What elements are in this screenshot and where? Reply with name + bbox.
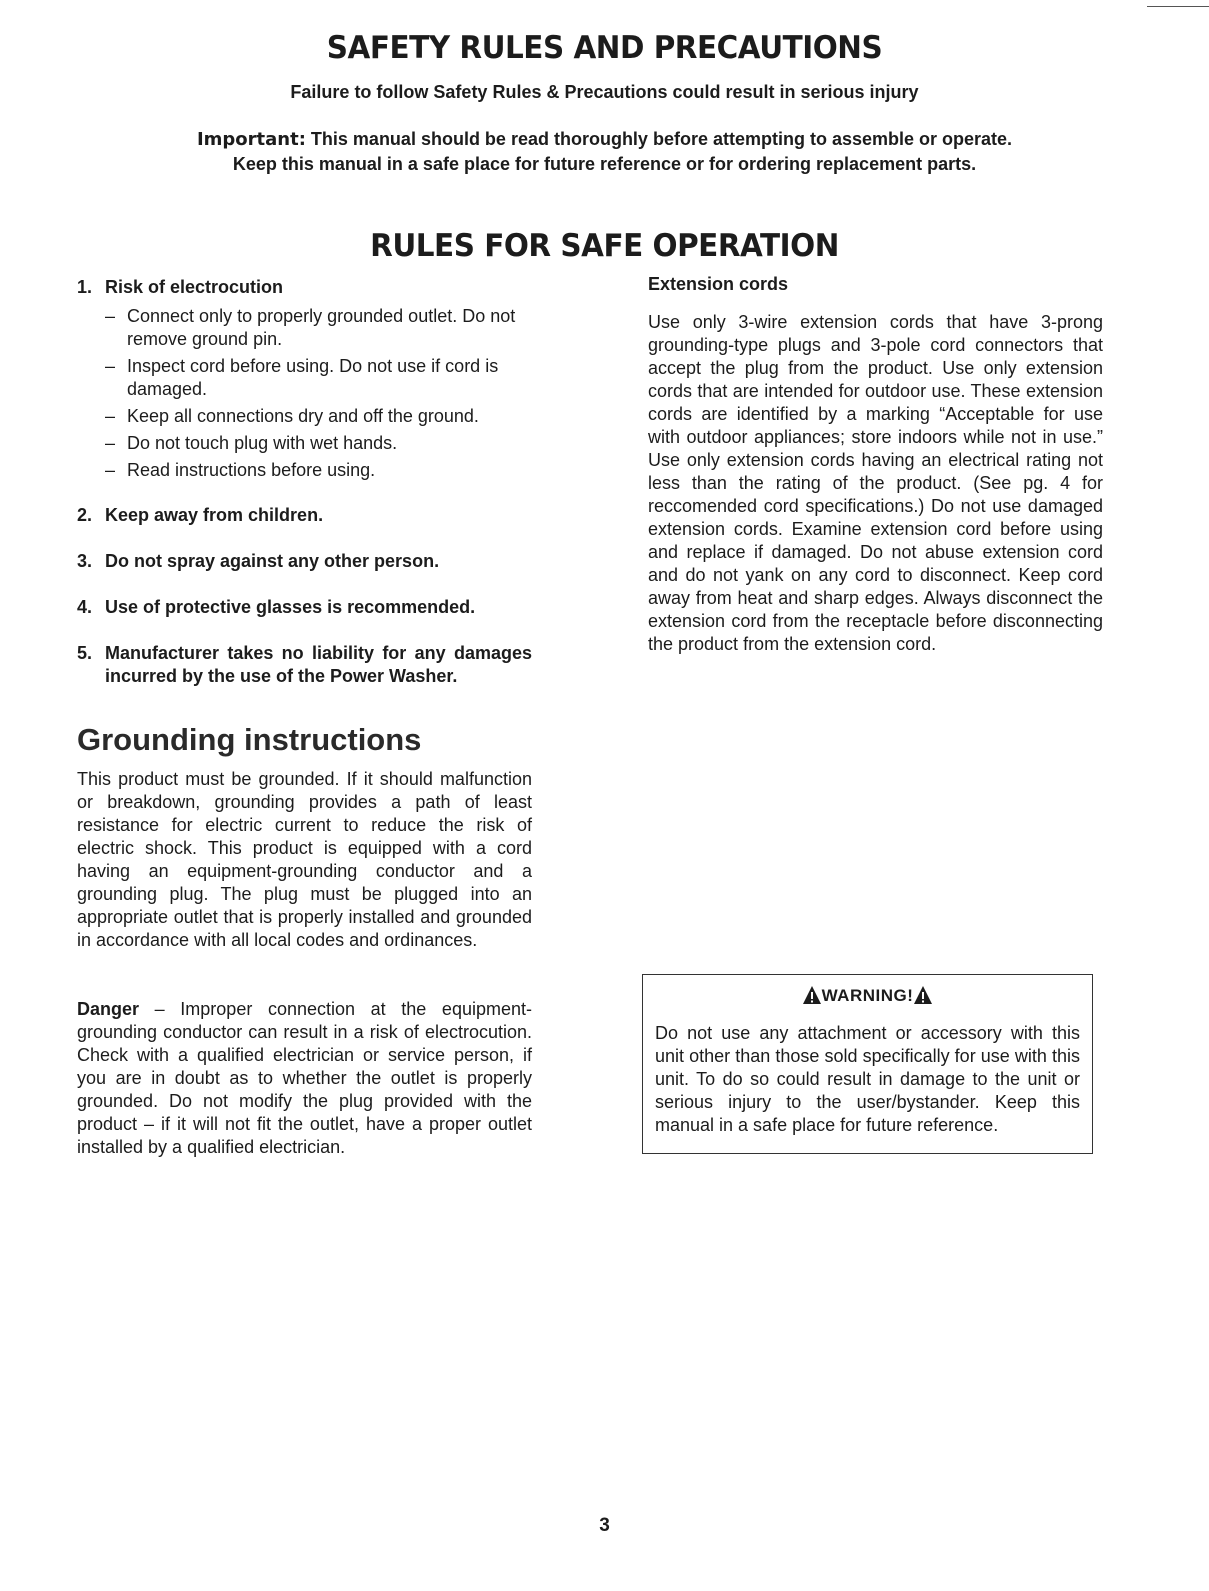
rule-item-4: 4. Use of protective glasses is recommended. — [77, 597, 476, 617]
danger-text: – Improper connection at the equipment-grounding conductor can result in a risk of electrocution. Check with a qualified electrician or service person, if you are in doubt as to whether the outlet is properly grounded. Do not modify the plug provided with the product – if it will not fit the outlet, have a proper outlet installed by a qualified electrician. — [77, 999, 532, 1157]
grounding-paragraph: This product must be grounded. If it should malfunction or breakdown, grounding provides a path of least resistance for electric current to reduce the risk of electric shock. This product is equipped with a cord having an equipment-grounding conductor and a grounding plug. The plug must be plugged into an appropriate outlet that is properly installed and grounded in accordance with all local codes and ordinances. — [77, 769, 532, 950]
rule-number: 1. — [77, 277, 93, 297]
grounding-heading: Grounding instructions — [77, 722, 422, 757]
danger-paragraph — [77, 998, 532, 1159]
warning-box — [642, 974, 1093, 1154]
warning-label: WARNING! — [821, 986, 914, 1005]
list-item: – Connect only to properly grounded outlet. Do not remove ground pin. — [105, 306, 516, 349]
rule-item-1 — [77, 276, 532, 299]
important-label: Important: — [196, 129, 306, 150]
list-item: – Do not touch plug with wet hands. — [105, 433, 398, 453]
rule-text: Risk of electrocution — [105, 277, 284, 297]
rule-item-3: 3. Do not spray against any other person. — [77, 551, 440, 571]
warning-text: Do not use any attachment or accessory with this unit other than those sold specifically for use with this unit. To do so could result in damage to the unit or serious injury to the user/bystander. Keep this manual in a safe place for future reference. — [655, 1023, 1080, 1135]
page-number: 3 — [599, 1515, 610, 1536]
corner-rule — [1147, 6, 1209, 7]
rule-item-2: 2. Keep away from children. — [77, 505, 324, 525]
page-subtitle: Failure to follow Safety Rules & Precautions could result in serious injury — [290, 82, 919, 102]
rules-list — [77, 276, 532, 486]
warning-triangle-icon — [802, 985, 822, 1010]
important-notice — [0, 127, 1209, 176]
important-line-1: This manual should be read thoroughly before attempting to assemble or operate. — [310, 129, 1013, 149]
warning-triangle-icon — [913, 985, 933, 1010]
rule-item-5: 5. Manufacturer takes no liability for any damages incurred by the use of the Power Washer. — [77, 643, 532, 686]
danger-label: Danger — [77, 999, 140, 1019]
extension-paragraph: Use only 3-wire extension cords that have 3-prong grounding-type plugs and 3-pole cord connectors that accept the plug from the product. Use only extension cords that are intended for outdoor use. These extension cords are identified by a marking “Acceptable for use with outdoor appliances; store indoors while not in use.” Use only extension cords having an electrical rating not less than the rating of the product. (See pg. 4 for reccomended cord specifications.) Do not use damaged extension cords. Examine extension cord before using and replace if damaged. Do not abuse extension cord and do not yank on any cord to disconnect. Keep cord away from heat and sharp edges. Always disconnect the extension cord from the receptacle before disconnecting the product from the extension cord. — [648, 312, 1103, 654]
page-title: SAFETY RULES AND PRECAUTIONS — [326, 30, 883, 66]
list-item: – Read instructions before using. — [105, 460, 376, 480]
rules-title: RULES FOR SAFE OPERATION — [370, 228, 839, 264]
list-item: – Inspect cord before using. Do not use if cord is damaged. — [105, 356, 499, 399]
warning-header — [655, 985, 1080, 1010]
list-item: – Keep all connections dry and off the ground. — [105, 406, 479, 426]
extension-heading: Extension cords — [648, 274, 789, 294]
important-line-2: Keep this manual in a safe place for future reference or for ordering replacement parts. — [232, 154, 977, 174]
rule-1-sublist — [105, 305, 532, 482]
